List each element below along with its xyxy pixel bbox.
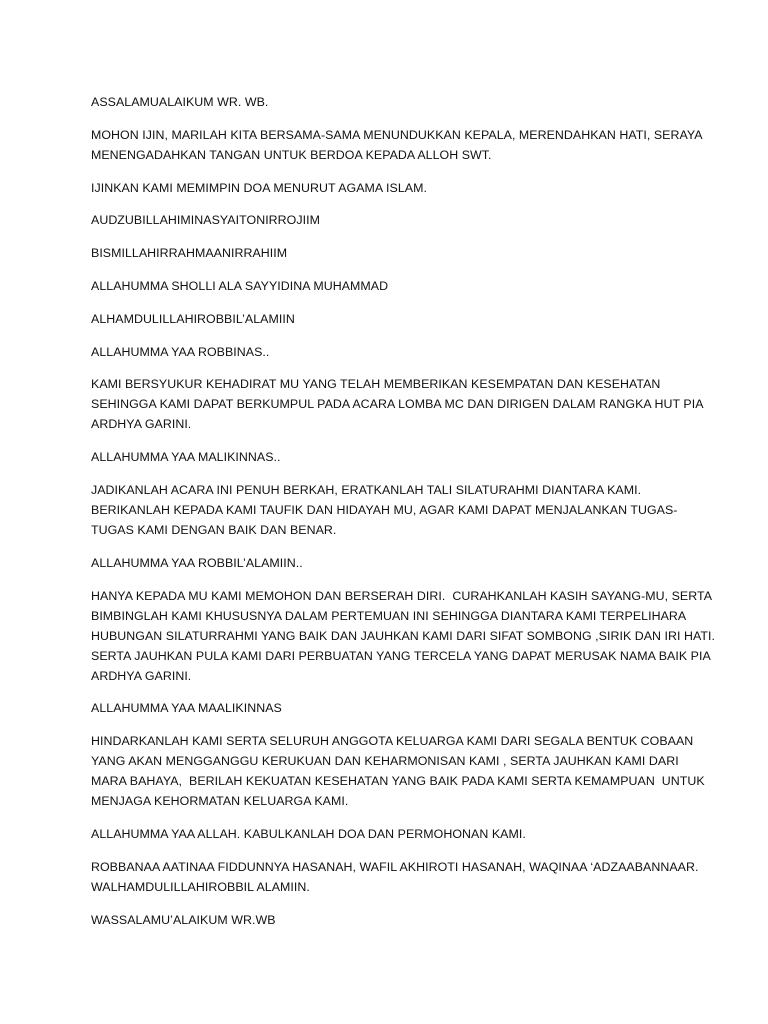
paragraph-line: HUBUNGAN SILATURRAHMI YANG BAIK DAN JAUHKAN KAMI DARI SIFAT SOMBONG ,SIRIK DAN IRI HATI. [91,628,716,643]
paragraph-line: ALLAHUMMA YAA ROBBINAS.. [91,344,270,359]
paragraph-line: ALLAHUMMA YAA MALIKINNAS.. [91,450,281,465]
paragraph-line: AUDZUBILLAHIMINASYAITONIRROJIIM [91,213,320,228]
document-paragraph [91,447,681,467]
document-paragraph [91,276,681,296]
paragraph-line: WALHAMDULILLAHIROBBIL ALAMIIN. [91,879,310,894]
document-paragraph [91,698,681,718]
paragraph-line: BERIKANLAH KEPADA KAMI TAUFIK DAN HIDAYAH MU, AGAR KAMI DAPAT MENJALANKAN TUGAS- [91,502,678,517]
paragraph-line: ALHAMDULILLAHIROBBIL’ALAMIIN [91,311,295,326]
document-paragraph [91,910,681,930]
paragraph-line: WASSALAMU’ALAIKUM WR.WB [91,912,276,927]
paragraph-line: MENJAGA KEHORMATAN KELUARGA KAMI. [91,794,349,809]
document-paragraph [91,125,703,165]
paragraph-line: HINDARKANLAH KAMI SERTA SELURUH ANGGOTA KELUARGA KAMI DARI SEGALA BENTUK COBAAN [91,734,694,749]
paragraph-line: ASSALAMUALAIKUM WR. WB. [91,95,269,109]
paragraph-line: BISMILLAHIRRAHMAANIRRAHIIM [91,246,288,261]
document-paragraph [91,824,681,844]
paragraph-line: KAMI BERSYUKUR KEHADIRAT MU YANG TELAH MEMBERIKAN KESEMPATAN DAN KESEHATAN [91,377,661,392]
paragraph-line: ARDHYA GARINI. [91,417,192,432]
document-paragraph [91,342,681,362]
paragraph-line: TUGAS KAMI DENGAN BAIK DAN BENAR. [91,522,337,537]
paragraph-line: ALLAHUMMA YAA MAALIKINNAS [91,701,282,716]
document-paragraph [91,178,681,198]
document-paragraph [91,243,681,263]
document-paragraph [91,586,716,686]
paragraph-line: ARDHYA GARINI. [91,668,192,683]
paragraph-line: JADIKANLAH ACARA INI PENUH BERKAH, ERATKANLAH TALI SILATURAHMI DIANTARA KAMI. [91,482,642,497]
paragraph-line: MARA BAHAYA, BERILAH KEKUATAN KESEHATAN YANG BAIK PADA KAMI SERTA KEMAMPUAN UNTUK [91,774,705,789]
paragraph-line: ALLAHUMMA SHOLLI ALA SAYYIDINA MUHAMMAD [91,278,389,293]
paragraph-line: ALLAHUMMA YAA ALLAH. KABULKANLAH DOA DAN PERMOHONAN KAMI. [91,826,526,841]
paragraph-line: SERTA JAUHKAN PULA KAMI DARI PERBUATAN YANG TERCELA YANG DAPAT MERUSAK NAMA BAIK PIA [91,648,711,663]
document-paragraph [91,553,681,573]
document-paragraph [91,480,681,540]
paragraph-line: SEHINGGA KAMI DAPAT BERKUMPUL PADA ACARA LOMBA MC DAN DIRIGEN DALAM RANGKA HUT PIA [91,397,704,412]
document-paragraph [91,857,699,897]
document-paragraph [91,374,704,434]
document-paragraph [91,210,681,230]
paragraph-line: HANYA KEPADA MU KAMI MEMOHON DAN BERSERAH DIRI. CURAHKANLAH KASIH SAYANG-MU, SERTA [91,588,713,603]
paragraph-line: IJINKAN KAMI MEMIMPIN DOA MENURUT AGAMA ISLAM. [91,180,427,195]
document-paragraph [91,92,681,112]
document-body [91,92,716,942]
paragraph-line: ROBBANAA AATINAA FIDDUNNYA HASANAH, WAFIL AKHIROTI HASANAH, WAQINAA ‘ADZAABANNAAR. [91,859,699,874]
paragraph-line: ALLAHUMMA YAA ROBBIL’ALAMIIN.. [91,555,303,570]
paragraph-line: MENENGADAHKAN TANGAN UNTUK BERDOA KEPADA ALLOH SWT. [91,147,492,162]
paragraph-line: BIMBINGLAH KAMI KHUSUSNYA DALAM PERTEMUAN INI SEHINGGA DIANTARA KAMI TERPELIHARA [91,608,687,623]
paragraph-line: MOHON IJIN, MARILAH KITA BERSAMA-SAMA MENUNDUKKAN KEPALA, MERENDAHKAN HATI, SERAYA [91,127,703,142]
document-paragraph [91,309,681,329]
document-paragraph [91,731,705,811]
paragraph-line: YANG AKAN MENGGANGGU KERUKUAN DAN KEHARMONISAN KAMI , SERTA JAUHKAN KAMI DARI [91,754,679,769]
